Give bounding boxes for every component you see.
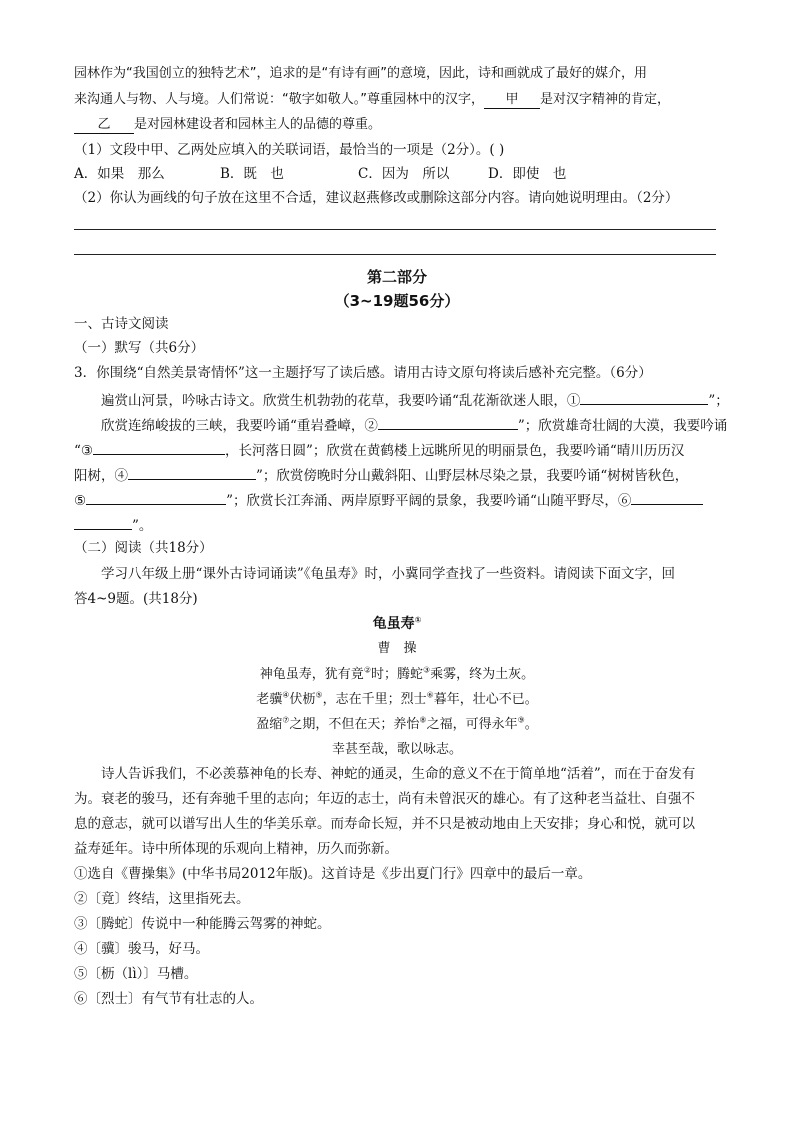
answer-line-1[interactable] — [74, 229, 716, 230]
question-1: （1）文段中甲、乙两处应填入的关联词语，最恰当的一项是（2分）。( ) — [74, 142, 505, 158]
option-b[interactable]: B．既 也 — [220, 166, 284, 182]
q3-line-4 — [74, 463, 724, 486]
poem-line-4: 幸甚至哉，歌以咏志。 — [331, 742, 462, 757]
poem-text: 盈缩 — [256, 717, 283, 732]
q3-text-2b: ”；欣赏雄奇壮阔的大漠，我要吟诵 — [517, 418, 728, 434]
question-1-options — [74, 164, 724, 184]
poem-text: ，志在千里；烈士 — [322, 692, 427, 707]
note-5: ⑤〔枥（lì）〕马槽。 — [74, 966, 198, 982]
poem-line-2 — [0, 688, 794, 707]
note-6: ⑥〔烈士〕有气节有壮志的人。 — [74, 991, 263, 1007]
analysis-line-2: 为。衰老的骏马，还有奔驰千里的志向；年迈的志士，尚有未曾泯灭的雄心。有了这种老当益壮、自强不 — [74, 791, 695, 807]
q3-line-3 — [74, 438, 724, 461]
intro-line-3 — [74, 115, 724, 135]
intro-line-3-text: 是对园林建设者和园林主人的品德的尊重。 — [134, 117, 382, 132]
poem-text: 。 — [524, 717, 538, 732]
q3-line-5 — [74, 488, 724, 511]
part-title: 第二部分 — [366, 268, 427, 286]
option-c[interactable]: C．因为 所以 — [358, 166, 450, 182]
blank-jia[interactable]: 甲 — [484, 92, 540, 109]
blank-3[interactable] — [93, 438, 225, 455]
q3-text-4: 阳树，④ — [74, 468, 128, 484]
note-mark: ⑧ — [419, 715, 427, 725]
poem-title-text: 龟虽寿 — [372, 616, 415, 632]
q3-text-4b: ”；欣赏傍晚时分山戴斜阳、山野层林尽染之景，我要吟诵“树树皆秋色， — [256, 468, 689, 484]
note-mark: ② — [363, 665, 371, 675]
reading-intro-1: 学习八年级上册“课外古诗词诵读”《龟虽寿》时，小冀同学查找了一些资料。请阅读下面文字，回 — [101, 566, 676, 582]
poem-text: 时；腾蛇 — [370, 667, 423, 682]
blank-1[interactable] — [580, 388, 708, 405]
intro-line-2-tail: 是对汉字精神的肯定， — [539, 92, 670, 107]
blank-5[interactable] — [86, 488, 226, 505]
note-3: ③〔腾蛇〕传说中一种能腾云驾雾的神蛇。 — [74, 916, 331, 932]
analysis-line-1: 诗人告诉我们，不必羡慕神龟的长寿、神蛇的通灵，生命的意义不在于简单地“活着”，而在于奋发有 — [101, 766, 696, 782]
poem-title — [0, 613, 794, 633]
poem-text: 老骥 — [256, 692, 283, 707]
q3-text-1b: ”； — [708, 393, 729, 409]
q3-text-5b: ”；欣赏长江奔涌、两岸原野平阔的景象，我要吟诵“山随平野尽，⑥ — [226, 493, 632, 509]
poem-title-note: ① — [414, 615, 422, 625]
poem-author: 曹 操 — [377, 641, 417, 656]
q3-line-2 — [74, 413, 728, 436]
blank-2[interactable] — [378, 413, 518, 430]
poem-text: 暮年，壮心不已。 — [433, 692, 538, 707]
section-heading: 一、古诗文阅读 — [74, 316, 169, 332]
analysis-line-3: 息的意志，就可以谱写出人生的华美乐章。而寿命长短，并不只是被动地由上天安排；身心和悦，就可以 — [74, 816, 695, 832]
note-1: ①选自《曹操集》(中华书局2012年版)。这首诗是《步出夏门行》四章中的最后一章。 — [74, 866, 592, 882]
note-mark: ⑥ — [426, 690, 434, 700]
blank-yi[interactable]: 乙 — [74, 117, 134, 134]
note-mark: ⑨ — [517, 715, 525, 725]
q3-text-5: ⑤ — [74, 493, 87, 509]
note-4: ④〔骥〕骏马，好马。 — [74, 941, 209, 957]
blank-4[interactable] — [128, 463, 256, 480]
question-3: 3．你围绕“自然美景寄情怀”这一主题抒写了读后感。请用古诗文原句将读后感补充完整。（6分） — [74, 365, 652, 381]
option-a[interactable]: A．如果 那么 — [74, 166, 165, 182]
poem-line-1 — [0, 663, 794, 682]
note-mark: ③ — [423, 665, 431, 675]
note-mark: ④ — [282, 690, 290, 700]
question-2: （2）你认为画线的句子放在这里不合适，建议赵燕修改或删除这部分内容。请向她说明理由。（2分） — [74, 190, 679, 206]
subsection-dictation: （一）默写（共6分） — [74, 340, 205, 356]
intro-line-1: 园林作为“我国创立的独特艺术”，追求的是“有诗有画”的意境，因此，诗和画就成了最好的媒介，用 — [74, 66, 647, 81]
poem-text: 乘雾，终为土灰。 — [430, 667, 535, 682]
note-2: ②〔竟〕终结，这里指死去。 — [74, 891, 250, 907]
note-mark: ⑤ — [315, 690, 323, 700]
part-subtitle: （3~19题56分） — [334, 292, 460, 310]
poem-text: 伏枥 — [289, 692, 316, 707]
q3-line-6 — [74, 513, 724, 536]
reading-intro-2: 答4~9题。(共18分) — [74, 591, 198, 607]
q3-text-2: 欣赏连绵峻拔的三峡，我要吟诵“重岩叠嶂，② — [101, 418, 378, 434]
poem-text: 之期，不但在天；养怡 — [289, 717, 420, 732]
subsection-reading: （二）阅读（共18分） — [74, 540, 213, 556]
q3-text-6: ”。 — [132, 518, 153, 534]
q3-line-1 — [74, 388, 729, 411]
option-d[interactable]: D．即使 也 — [488, 166, 567, 182]
q3-text-3: “③ — [74, 443, 94, 459]
poem-text: 神龟虽寿，犹有竟 — [259, 667, 364, 682]
intro-line-2-text: 来沟通人与物、人与境。人们常说：“敬字如敬人。”尊重园林中的汉字， — [74, 92, 484, 107]
blank-6a[interactable] — [631, 488, 703, 505]
poem-line-3 — [0, 713, 794, 732]
analysis-line-4: 益寿延年。诗中所体现的乐观向上精神，历久而弥新。 — [74, 841, 398, 857]
poem-text: 之福，可得永年 — [426, 717, 518, 732]
blank-6b[interactable] — [74, 513, 132, 530]
answer-line-2[interactable] — [74, 254, 716, 255]
note-mark: ⑦ — [282, 715, 290, 725]
q3-text-1: 遍赏山河景，吟咏古诗文。欣赏生机勃勃的花草，我要吟诵“乱花渐欲迷人眼，① — [101, 393, 581, 409]
intro-line-2 — [74, 90, 724, 110]
q3-text-3b: ，长河落日圆”；欣赏在黄鹤楼上远眺所见的明丽景色，我要吟诵“晴川历历汉 — [225, 443, 685, 459]
